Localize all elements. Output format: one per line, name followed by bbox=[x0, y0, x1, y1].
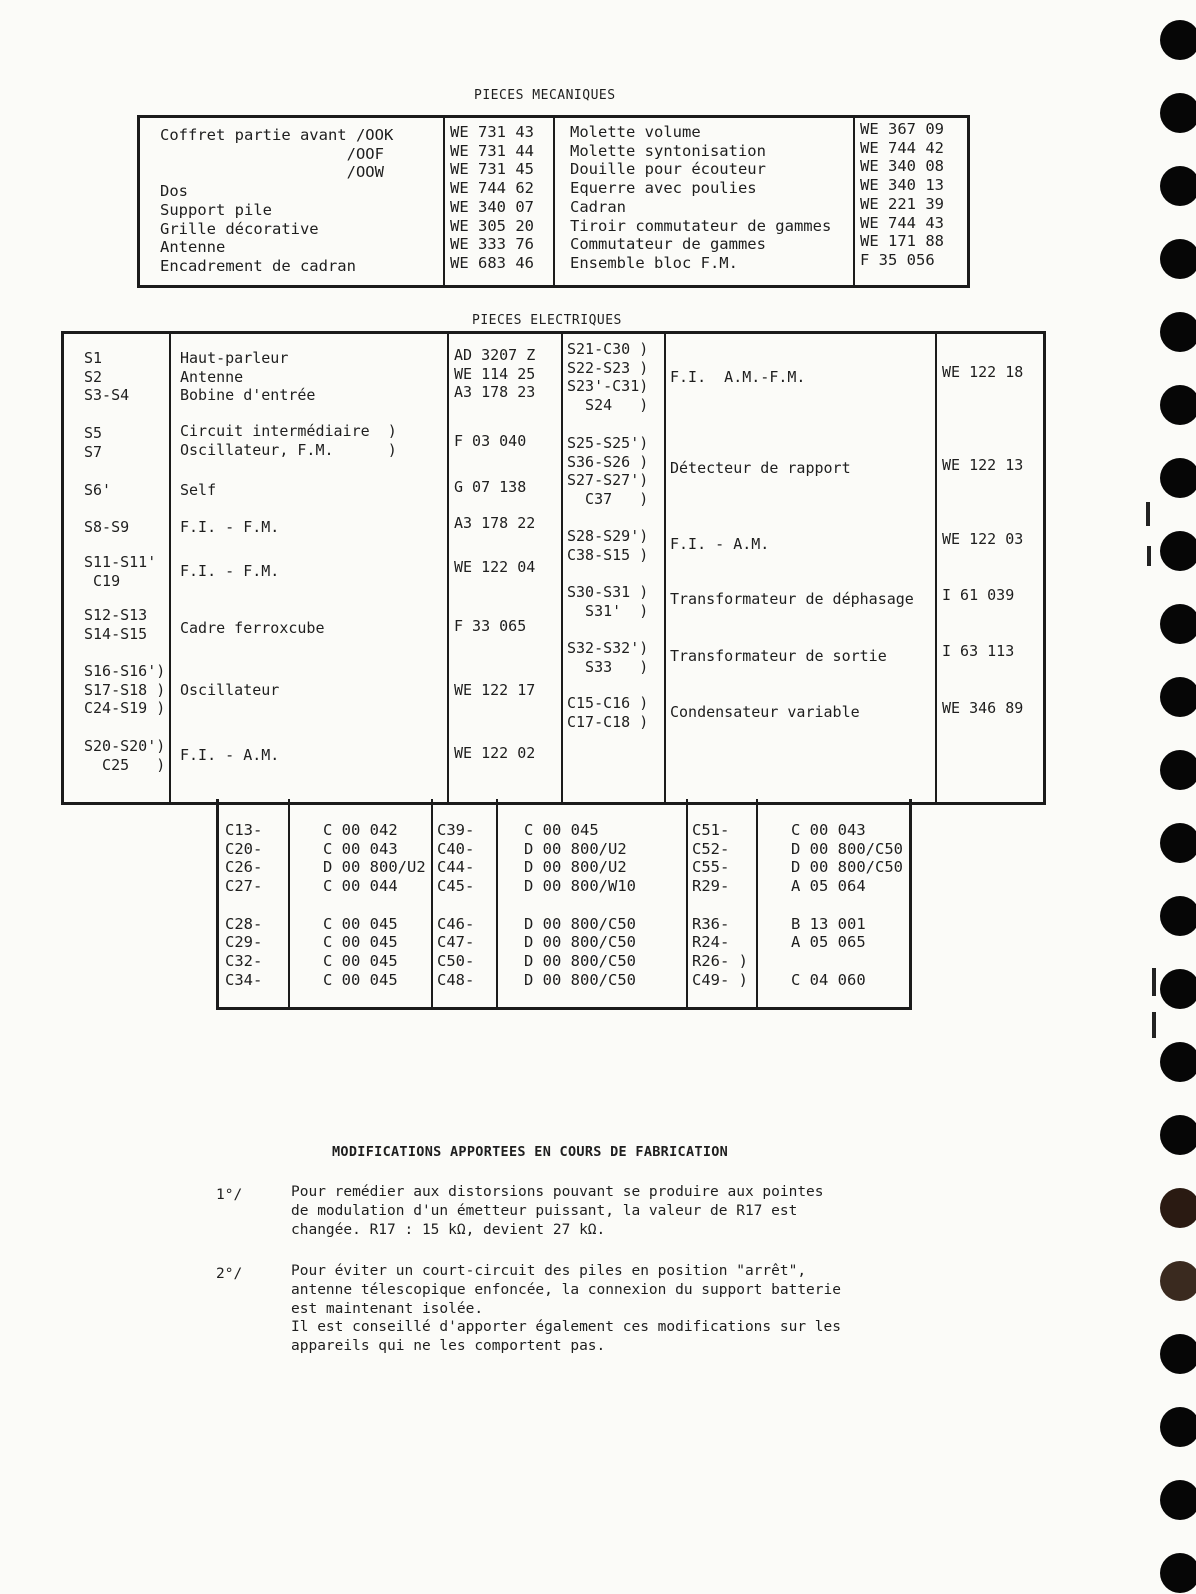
elec-ref: WE 122 17 bbox=[454, 681, 536, 699]
caps-col1-refs: C 00 042 C 00 043 D 00 800/U2 C 00 044 C 00 045 C 00 045 C 00 045 C 00 045 bbox=[323, 821, 426, 989]
mech-table bbox=[137, 115, 970, 288]
elec-desc: Détecteur de rapport bbox=[670, 459, 851, 477]
caps-table bbox=[216, 799, 912, 1010]
elec-desc: Transformateur de déphasage bbox=[670, 590, 914, 608]
elec-desc: F.I. - F.M. bbox=[180, 562, 280, 580]
mech-left-names: Coffret partie avant /OOK /OOF /OOW Dos Support pile Grille décorative Antenne Encadrement de cadran bbox=[160, 126, 394, 275]
elec-table bbox=[61, 331, 1046, 805]
elec-ref: I 63 113 bbox=[942, 642, 1015, 660]
mod-num: 2°/ bbox=[216, 1266, 243, 1282]
elec-code: S20-S20') C25 ) bbox=[84, 737, 166, 774]
elec-code: S28-S29') C38-S15 ) bbox=[567, 527, 649, 564]
mech-right-names: Molette volume Molette syntonisation Douille pour écouteur Equerre avec poulies Cadran Tiroir commutateur de gammes Commutateur de gammes Ensemble bloc F.M. bbox=[570, 123, 832, 272]
elec-desc: Oscillateur bbox=[180, 681, 280, 699]
elec-ref: WE 346 89 bbox=[942, 699, 1024, 717]
mod-num: 1°/ bbox=[216, 1187, 243, 1203]
elec-desc: Cadre ferroxcube bbox=[180, 619, 325, 637]
elec-code: S25-S25') S36-S26 ) S27-S27') C37 ) bbox=[567, 434, 649, 508]
elec-code: S16-S16') S17-S18 ) C24-S19 ) bbox=[84, 662, 166, 717]
elec-ref: I 61 039 bbox=[942, 586, 1015, 604]
elec-code: S1 S2 S3-S4 bbox=[84, 349, 130, 404]
caps-col2-codes: C39- C40- C44- C45- C46- C47- C50- C48- bbox=[437, 821, 475, 989]
elec-desc: Circuit intermédiaire ) Oscillateur, F.M. ) bbox=[180, 422, 397, 459]
elec-desc: Haut-parleur Antenne Bobine d'entrée bbox=[180, 349, 316, 404]
elec-ref: F 03 040 bbox=[454, 432, 527, 450]
elec-ref: WE 122 02 bbox=[454, 744, 536, 762]
caps-col1-codes: C13- C20- C26- C27- C28- C29- C32- C34- bbox=[225, 821, 263, 989]
elec-code: S21-C30 ) S22-S23 ) S23'-C31) S24 ) bbox=[567, 340, 649, 414]
mech-left-refs: WE 731 43 WE 731 44 WE 731 45 WE 744 62 WE 340 07 WE 305 20 WE 333 76 WE 683 46 bbox=[450, 123, 534, 272]
elec-code: S32-S32') S33 ) bbox=[567, 639, 649, 676]
elec-code: S30-S31 ) S31' ) bbox=[567, 583, 649, 620]
caps-col3-codes: C51- C52- C55- R29- R36- R24- R26- ) C49- ) bbox=[692, 821, 748, 989]
elec-desc: Self bbox=[180, 481, 217, 499]
elec-desc: F.I. - A.M. bbox=[670, 535, 770, 553]
elec-code: S8-S9 bbox=[84, 518, 130, 536]
caps-col3-refs: C 00 043 D 00 800/C50 D 00 800/C50 A 05 064 B 13 001 A 05 065 C 04 060 bbox=[791, 821, 903, 989]
mech-title: PIECES MECANIQUES bbox=[474, 88, 616, 103]
elec-ref: WE 122 04 bbox=[454, 558, 536, 576]
elec-desc: F.I. A.M.-F.M. bbox=[670, 368, 806, 386]
mod-text: Pour remédier aux distorsions pouvant se produire aux pointes de modulation d'un émetteur puissant, la valeur de R17 est changée. R17 : 15 kΩ, devient 27 kΩ. bbox=[291, 1184, 824, 1238]
mod-text: Pour éviter un court-circuit des piles en position "arrêt", antenne télescopique enfoncée, la connexion du support batterie est maintenant isolée. Il est conseillé d'apporter également ces modifications sur les appareils qui ne les comportent pas. bbox=[291, 1263, 841, 1355]
elec-code: S5 S7 bbox=[84, 424, 103, 461]
elec-ref: WE 122 13 bbox=[942, 456, 1024, 474]
elec-ref: AD 3207 Z WE 114 25 A3 178 23 bbox=[454, 346, 536, 401]
mods-title: MODIFICATIONS APPORTEES EN COURS DE FABRICATION bbox=[332, 1144, 729, 1160]
elec-code: C15-C16 ) C17-C18 ) bbox=[567, 694, 649, 731]
elec-ref: A3 178 22 bbox=[454, 514, 536, 532]
mech-right-refs: WE 367 09 WE 744 42 WE 340 08 WE 340 13 WE 221 39 WE 744 43 WE 171 88 F 35 056 bbox=[860, 120, 944, 269]
elec-ref: WE 122 03 bbox=[942, 530, 1024, 548]
elec-desc: Condensateur variable bbox=[670, 703, 860, 721]
elec-desc: F.I. - F.M. bbox=[180, 518, 280, 536]
elec-ref: F 33 065 bbox=[454, 617, 527, 635]
caps-col2-refs: C 00 045 D 00 800/U2 D 00 800/U2 D 00 800/W10 D 00 800/C50 D 00 800/C50 D 00 800/C50 D 00 800/C50 bbox=[524, 821, 636, 989]
elec-desc: F.I. - A.M. bbox=[180, 746, 280, 764]
elec-title: PIECES ELECTRIQUES bbox=[472, 313, 622, 328]
elec-ref: G 07 138 bbox=[454, 478, 527, 496]
elec-code: S12-S13 S14-S15 bbox=[84, 606, 148, 643]
elec-ref: WE 122 18 bbox=[942, 363, 1024, 381]
elec-code: S6' bbox=[84, 481, 112, 499]
elec-code: S11-S11' C19 bbox=[84, 553, 157, 590]
elec-desc: Transformateur de sortie bbox=[670, 647, 887, 665]
